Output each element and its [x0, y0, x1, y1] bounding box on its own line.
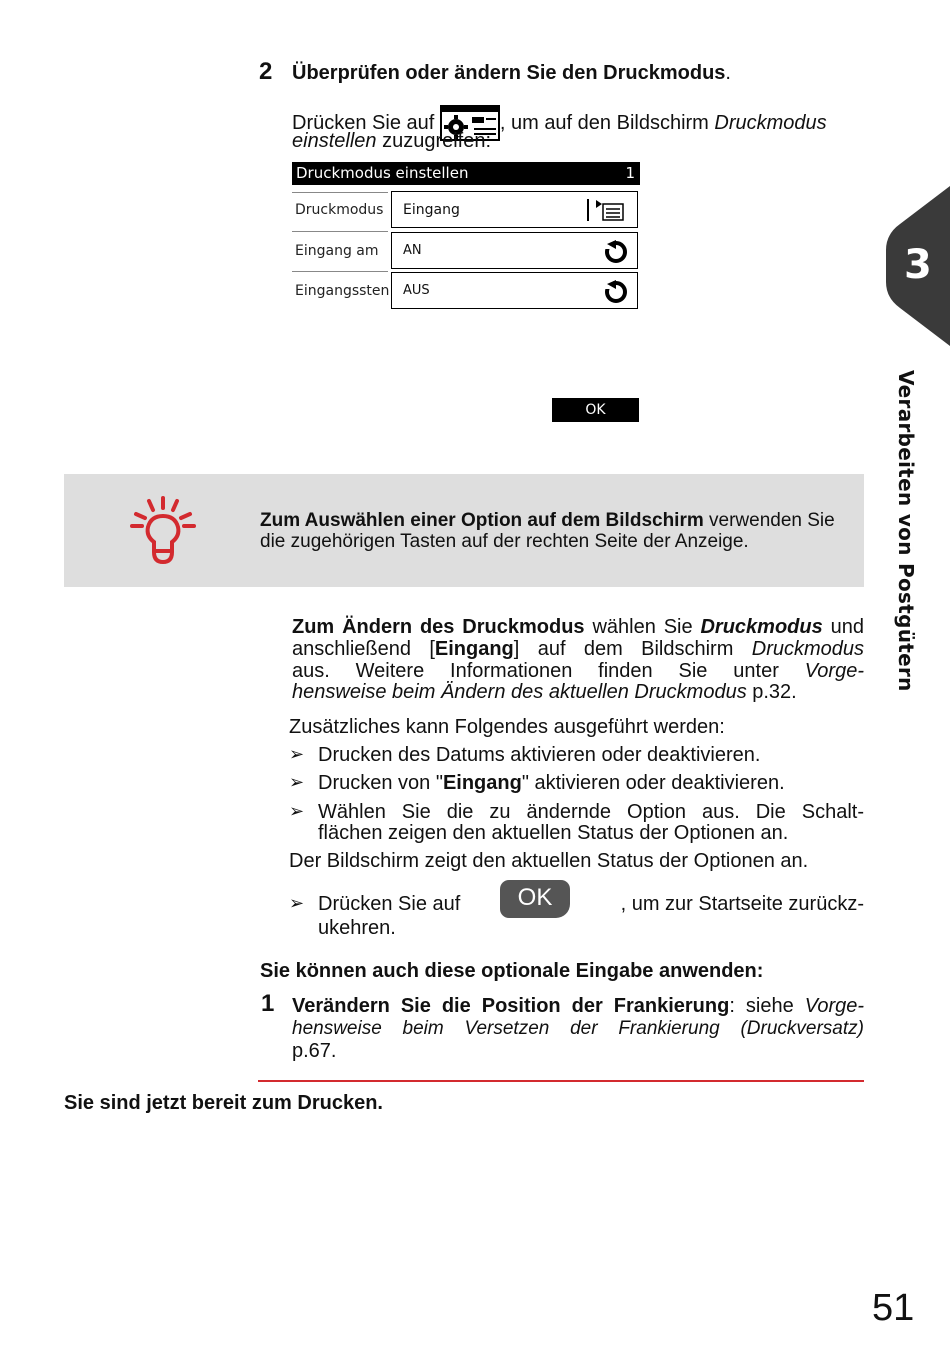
step-instruction-line2: einstellen zuzugreifen: — [292, 130, 492, 152]
step-title: Überprüfen oder ändern Sie den Druckmodus. — [292, 62, 731, 84]
step-instruction-line1: Drücken Sie auf , um auf den Bildschirm Druckmodus — [292, 105, 827, 141]
chapter-number: 3 — [904, 242, 932, 288]
tip-box — [64, 474, 864, 587]
bullet-arrow: ➢ — [289, 772, 305, 792]
row-label-druckmodus: Druckmodus — [295, 202, 384, 218]
chapter-tab — [886, 186, 950, 346]
eingangssten-value: AUS — [403, 283, 430, 298]
list-icon[interactable] — [587, 198, 627, 226]
optional-step-number: 1 — [261, 990, 275, 1017]
bullet-3-line2: flächen zeigen den aktuellen Status der Optionen an. — [318, 822, 789, 844]
row-label-eingangssten: Eingangssten — [295, 283, 390, 299]
eingangssten-field[interactable] — [391, 272, 638, 309]
row-label-eingang-am: Eingang am — [295, 243, 379, 259]
bullet-arrow: ➢ — [289, 744, 305, 764]
step-number: 2 — [259, 58, 273, 85]
screen-titlebar — [292, 162, 640, 185]
eingang-am-value: AN — [403, 243, 422, 258]
status-text: Der Bildschirm zeigt den aktuellen Status der Optionen an. — [289, 850, 809, 872]
cycle-icon[interactable] — [603, 279, 629, 309]
druckmodus-value: Eingang — [403, 202, 460, 218]
optional-line1: Verändern Sie die Position der Frankierung: siehe Vorge- — [292, 995, 865, 1017]
tip-line2: die zugehörigen Tasten auf der rechten Seite der Anzeige. — [260, 531, 749, 552]
divider — [292, 192, 388, 193]
bullet-4-line2: ukehren. — [318, 917, 396, 939]
optional-line3: p.67. — [292, 1040, 337, 1062]
lightbulb-icon — [128, 494, 198, 571]
druckmodus-field[interactable] — [391, 191, 638, 228]
cycle-icon[interactable] — [603, 239, 629, 269]
para1-line2: anschließend [Eingang] auf dem Bildschirm Druckmodus — [292, 638, 865, 660]
chapter-title: Verarbeiten von Postgütern — [894, 370, 918, 692]
eingang-am-field[interactable] — [391, 232, 638, 269]
para1-line4: hensweise beim Ändern des aktuellen Druckmodus p.32. — [292, 681, 797, 703]
screen-ok-button[interactable]: OK — [552, 398, 639, 422]
para1-line3: aus. Weitere Informationen finden Sie unter Vorge- — [292, 660, 864, 682]
bullet-2: Drucken von "Eingang" aktivieren oder deaktivieren. — [318, 772, 785, 794]
tip-line1: Zum Auswählen einer Option auf dem Bildschirm verwenden Sie — [260, 510, 835, 531]
divider — [292, 271, 388, 272]
para1-line1: Zum Ändern des Druckmodus wählen Sie Druckmodus und — [292, 616, 864, 638]
options-intro: Zusätzliches kann Folgendes ausgeführt werden: — [289, 716, 725, 738]
final-note: Sie sind jetzt bereit zum Drucken. — [64, 1092, 383, 1114]
bullet-arrow: ➢ — [289, 893, 305, 913]
divider — [292, 231, 388, 232]
screen-title: Druckmodus einstellen — [296, 164, 469, 182]
bullet-1: Drucken des Datums aktivieren oder deaktivieren. — [318, 744, 761, 766]
bullet-arrow: ➢ — [289, 801, 305, 821]
optional-heading: Sie können auch diese optionale Eingabe anwenden: — [260, 960, 764, 982]
bullet-4-line1: Drücken Sie auf OK , um zur Startseite zurückz- — [318, 893, 864, 915]
bullet-3-line1: Wählen Sie die zu ändernde Option aus. Die Schalt- — [318, 801, 864, 823]
red-divider — [258, 1080, 864, 1082]
optional-line2: hensweise beim Versetzen der Frankierung (Druckversatz) — [292, 1018, 864, 1039]
screen-page-number: 1 — [625, 164, 635, 182]
page-number: 51 — [872, 1287, 915, 1329]
ok-key-button: OK — [500, 880, 570, 918]
